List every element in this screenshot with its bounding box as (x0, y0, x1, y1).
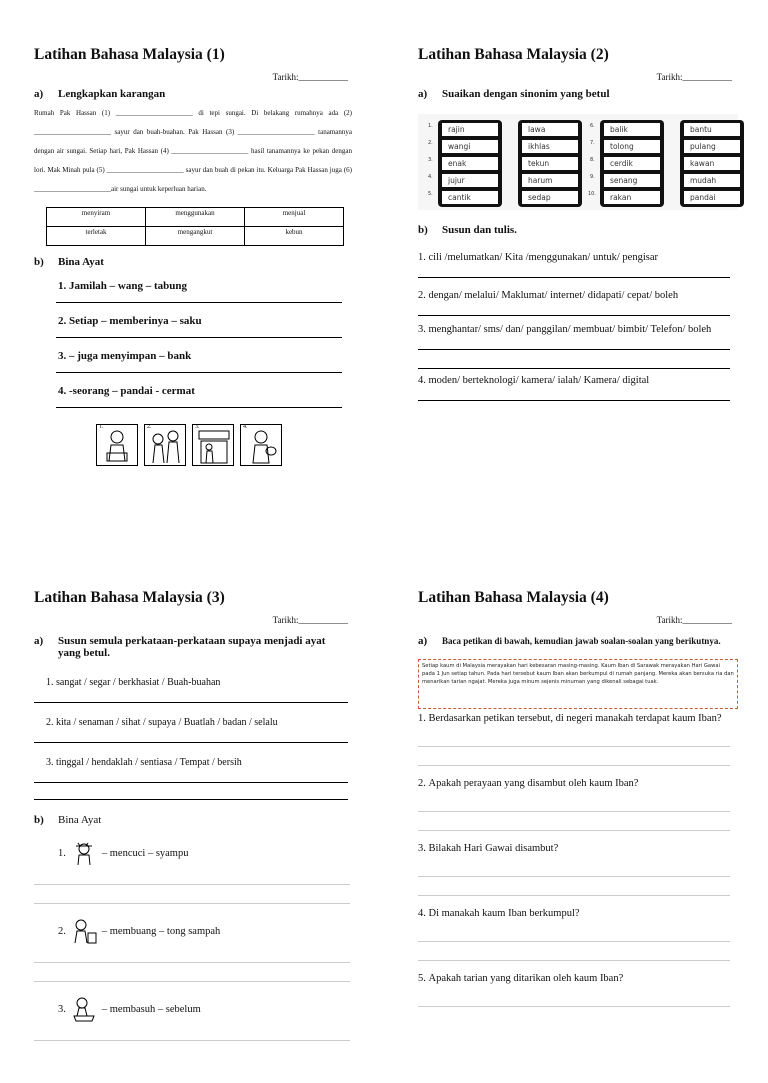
picture-parent-child (144, 424, 186, 466)
section-b-heading (34, 256, 374, 268)
worksheet-4 (418, 583, 758, 1083)
ayat-prompt: – mencuci – syampu (101, 847, 189, 859)
question-number: 4. (418, 908, 426, 919)
word-cell[interactable]: jujur (442, 174, 498, 187)
answer-line[interactable] (418, 816, 730, 831)
list-item: 2. dengan/ melalui/ Maklumat/ internet/ didapati/ cepat/ boleh (418, 290, 679, 301)
ayat-prompt: 3. – juga menyimpan – bank (58, 350, 192, 362)
answer-line[interactable] (34, 1026, 350, 1041)
word-cell[interactable]: rakan (604, 191, 660, 204)
question-text: Di manakah kaum Iban berkumpul? (428, 908, 580, 919)
question-row (418, 713, 758, 724)
section-a-heading (34, 88, 374, 100)
picture-girl-saving (240, 424, 282, 466)
picture-strip (96, 424, 374, 466)
picture-number: 1. (99, 424, 104, 430)
question-number: 1. (418, 713, 426, 724)
worksheet-3 (34, 583, 374, 1083)
worksheet-2 (418, 40, 758, 540)
question-row (418, 973, 758, 984)
word-column-2 (518, 120, 582, 207)
ayat-prompt: 4. -seorang – pandai - cermat (58, 385, 195, 397)
answer-line[interactable] (418, 881, 730, 896)
list-item: 3. tinggal / hendaklah / sentiasa / Tempat / bersih (46, 757, 242, 768)
item-number: 3. (428, 157, 433, 163)
item-number: 10. (588, 191, 596, 197)
section-label: a) (34, 635, 44, 647)
synonym-board (418, 114, 738, 210)
word-cell[interactable]: kawan (684, 157, 740, 170)
answer-line[interactable] (418, 862, 730, 877)
word-cell[interactable]: sedap (522, 191, 578, 204)
word-cell[interactable]: tolong (604, 140, 660, 153)
section-a-heading (418, 88, 758, 100)
word-bank-cell: menyiram (47, 208, 146, 227)
section-label: b) (34, 814, 44, 826)
answer-line[interactable] (34, 948, 350, 963)
section-label: b) (418, 224, 428, 236)
word-cell[interactable]: bantu (684, 123, 740, 136)
washing-hair-icon (70, 840, 98, 866)
word-cell[interactable]: harum (522, 174, 578, 187)
section-a-heading (34, 635, 374, 659)
answer-line[interactable] (34, 776, 348, 783)
answer-line[interactable] (56, 327, 342, 338)
item-number: 5. (428, 191, 433, 197)
answer-line[interactable] (34, 736, 348, 743)
answer-line[interactable] (418, 732, 730, 747)
item-number: 9. (590, 174, 595, 180)
word-bank-cell: menggunakan (146, 208, 245, 227)
word-cell[interactable]: pandai (684, 191, 740, 204)
item-number: 7. (590, 140, 595, 146)
word-cell[interactable]: mudah (684, 174, 740, 187)
section-title: Suaikan dengan sinonim yang betul (442, 88, 610, 100)
word-cell[interactable]: tekun (522, 157, 578, 170)
word-bank-table (46, 207, 344, 246)
worksheet-title: Latihan Bahasa Malaysia (4) (418, 589, 609, 606)
answer-line[interactable] (418, 263, 730, 278)
list-item: 4. moden/ berteknologi/ kamera/ ialah/ Kamera/ digital (418, 375, 650, 386)
composition-paragraph: Rumah Pak Hassan (1) ______________________ di tepi sungai. Di belakang rumahnya ada (2) ______________________ sayur dan buah-buahan. Pak Hassan (3) ______________________ tanamannya dengan air sungai. Setiap hari, Pak Hassan (4) ______________________ hasil tanamannya ke pekan dengan lori. Mak Minah pula (5) ______________________ sayur dan buah di pekan itu. Keluarga Pak Hassan juga (6) ______________________air sungai untuk keperluan harian. (34, 109, 352, 193)
item-number: 1. (58, 847, 66, 859)
answer-line[interactable] (34, 793, 348, 800)
answer-line[interactable] (34, 967, 350, 982)
date-field[interactable]: Tarikh:___________ (656, 72, 732, 82)
question-number: 2. (418, 778, 426, 789)
word-cell[interactable]: balik (604, 123, 660, 136)
picture-number: 4. (243, 424, 248, 430)
question-text: Apakah perayaan yang disambut oleh kaum Iban? (428, 778, 639, 789)
word-cell[interactable]: pulang (684, 140, 740, 153)
date-field[interactable]: Tarikh:___________ (272, 72, 348, 82)
worksheet-title: Latihan Bahasa Malaysia (3) (34, 589, 225, 606)
word-bank-cell: terletak (47, 227, 146, 246)
picture-number: 2. (147, 424, 152, 430)
item-number: 6. (590, 123, 595, 129)
question-row (418, 778, 758, 789)
answer-line[interactable] (418, 946, 730, 961)
answer-line[interactable] (418, 992, 730, 1007)
section-title: Bina Ayat (58, 256, 104, 268)
word-cell[interactable]: senang (604, 174, 660, 187)
answer-line[interactable] (418, 354, 730, 369)
item-number: 1. (428, 123, 433, 129)
word-cell[interactable]: lawa (522, 123, 578, 136)
section-b-heading (418, 224, 758, 236)
list-item: 1. sangat / segar / berkhasiat / Buah-buahan (46, 677, 221, 688)
word-cell[interactable]: cerdik (604, 157, 660, 170)
worksheet-1 (34, 40, 374, 540)
question-number: 3. (418, 843, 426, 854)
item-number: 8. (590, 157, 595, 163)
ayat-prompt: – membuang – tong sampah (101, 925, 221, 937)
rearrange-list (418, 252, 758, 401)
section-label: b) (34, 256, 44, 268)
answer-line[interactable] (418, 301, 730, 316)
word-cell[interactable]: rajin (442, 123, 498, 136)
answer-line[interactable] (34, 696, 348, 703)
section-title: Lengkapkan karangan (58, 88, 166, 100)
ayat-prompt: – membasuh – sebelum (101, 1003, 201, 1015)
answer-line[interactable] (418, 927, 730, 942)
question-row (418, 908, 758, 919)
worksheet-title: Latihan Bahasa Malaysia (1) (34, 46, 225, 63)
date-field[interactable]: Tarikh:___________ (272, 615, 348, 625)
question-row (418, 843, 758, 854)
word-bank-cell: menjual (245, 208, 344, 227)
item-number: 4. (428, 174, 433, 180)
section-title: Bina Ayat (58, 814, 102, 826)
list-item: 1. cili /melumatkan/ Kita /menggunakan/ untuk/ pengisar (418, 252, 658, 263)
picture-bank (192, 424, 234, 466)
section-a-heading (418, 635, 758, 647)
list-item: 3. menghantar/ sms/ dan/ panggilan/ membuat/ bimbit/ Telefon/ boleh (418, 324, 712, 335)
answer-line[interactable] (56, 292, 342, 303)
answer-line[interactable] (418, 751, 730, 766)
word-cell[interactable]: cantik (442, 191, 498, 204)
picture-girl-coins (96, 424, 138, 466)
answer-line[interactable] (56, 362, 342, 373)
section-title: Susun semula perkataan-perkataan supaya menjadi ayat yang betul. (58, 635, 326, 659)
question-text: Apakah tarian yang ditarikan oleh kaum Iban? (428, 973, 624, 984)
answer-line[interactable] (34, 889, 350, 904)
ayat-row (58, 996, 374, 1022)
list-item: 2. kita / senaman / sihat / supaya / Buatlah / badan / selalu (46, 717, 278, 728)
section-label: a) (418, 635, 428, 647)
throwing-rubbish-icon (70, 918, 98, 944)
worksheet-title: Latihan Bahasa Malaysia (2) (418, 46, 609, 63)
word-cell[interactable]: ikhlas (522, 140, 578, 153)
word-cell[interactable]: wangi (442, 140, 498, 153)
date-field[interactable]: Tarikh:___________ (656, 615, 732, 625)
word-bank-cell: kebun (245, 227, 344, 246)
answer-line[interactable] (418, 797, 730, 812)
question-text: Berdasarkan petikan tersebut, di negeri manakah terdapat kaum Iban? (428, 713, 722, 724)
item-number: 2. (58, 925, 66, 937)
ayat-row (58, 840, 374, 866)
section-title: Susun dan tulis. (442, 224, 517, 236)
answer-line[interactable] (418, 386, 730, 401)
section-label: a) (34, 88, 44, 100)
item-number: 3. (58, 1003, 66, 1015)
word-column-1 (438, 120, 502, 207)
ayat-prompt: 2. Setiap – memberinya – saku (58, 315, 202, 327)
answer-line[interactable] (418, 335, 730, 350)
word-column-3 (600, 120, 664, 207)
item-number: 2. (428, 140, 433, 146)
washing-hands-icon (70, 996, 98, 1022)
question-number: 5. (418, 973, 426, 984)
ayat-row (58, 918, 374, 944)
picture-number: 3. (195, 424, 200, 430)
answer-line[interactable] (34, 870, 350, 885)
word-column-4 (680, 120, 744, 207)
question-text: Bilakah Hari Gawai disambut? (428, 843, 559, 854)
reading-passage: Setiap kaum di Malaysia merayakan hari kebesaran masing-masing. Kaum Iban di Sarawak merayakan Hari Gawai pada 1 Jun setiap tahun. Pada hari tersebut kaum Iban akan berkumpul di rumah panjang. Mereka akan bersuka ria dan menarikan tarian ngajat. Mereka juga minum sejenis minuman yang dikenali sebagai tuak. (418, 659, 738, 709)
section-label: a) (418, 88, 428, 100)
ayat-prompt: 1. Jamilah – wang – tabung (58, 280, 187, 292)
word-bank-cell: mengangkut (146, 227, 245, 246)
answer-line[interactable] (56, 397, 342, 408)
section-title: Baca petikan di bawah, kemudian jawab soalan-soalan yang berikutnya. (442, 636, 721, 646)
section-b-heading (34, 814, 374, 826)
word-cell[interactable]: enak (442, 157, 498, 170)
